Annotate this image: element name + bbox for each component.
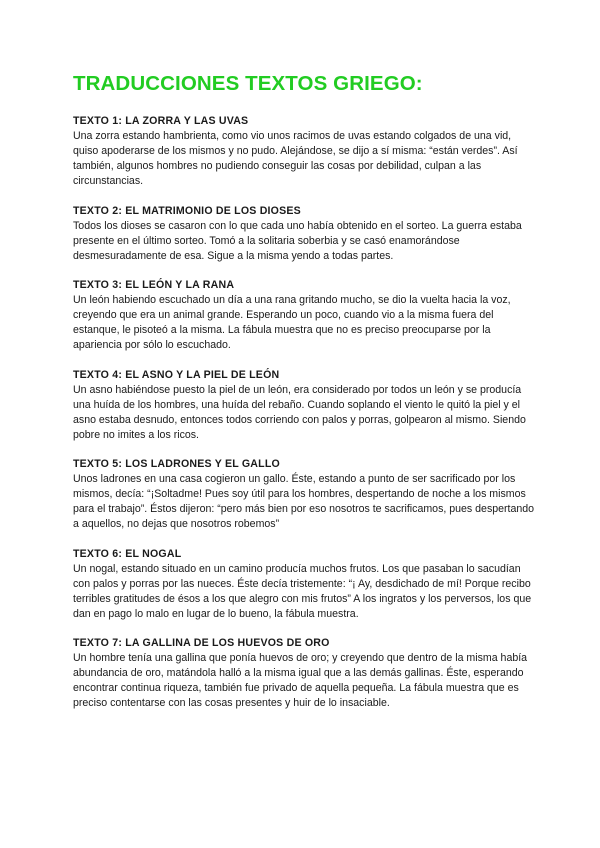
section-body: Un nogal, estando situado en un camino producía muchos frutos. Los que pasaban lo sacudían con palos y porras por las nueces. Éste decía tristemente: “¡ Ay, desdichado de mí! Porque recibo terribles gratitudes de ésos a los que alegro con mis frutos” A los ingratos y los perversos, los que dan en pago lo malo en lugar de lo bueno, la fábula muestra. (73, 562, 532, 620)
section-body: Unos ladrones en una casa cogieron un gallo. Éste, estando a punto de ser sacrificado por los mismos, decía: “¡Soltadme! Pues soy útil para los hombres, despertando de noche a los mismos para el trabajo”. Éstos dijeron: “pero más bien por eso nosotros te sacrificamos, pues despertando a aquellos, no dejas que nosotros robemos” (73, 473, 535, 530)
section-text-4 (73, 368, 539, 443)
section-text-5 (73, 457, 539, 532)
section-heading: TEXTO 2: EL MATRIMONIO DE LOS DIOSES (73, 204, 301, 217)
section-text-1 (73, 114, 539, 189)
section-heading: TEXTO 7: LA GALLINA DE LOS HUEVOS DE ORO (73, 637, 330, 649)
section-heading: TEXTO 1: LA ZORRA Y LAS UVAS (73, 115, 249, 127)
section-body: Todos los dioses se casaron con lo que cada uno había obtenido en el sorteo. La guerra estaba presente en el último sorteo. Tomó a la solitaria soberbia y se casó enamorándose desmesuradamente de esa. Sigue a la misma yendo a todas partes. (73, 219, 522, 262)
section-body: Un león habiendo escuchado un día a una rana gritando mucho, se dio la vuelta hacia la voz, creyendo que era un animal grande. Esperando un poco, cuando vio a la misma fuera del estanque, le pisoteó a la misma. La fábula muestra que no es preciso preocuparse por la apariencia por sólo lo escuchado. (73, 294, 511, 351)
section-text-6 (73, 547, 539, 622)
document-page (73, 72, 539, 726)
section-text-7 (73, 636, 539, 711)
section-body: Un hombre tenía una gallina que ponía huevos de oro; y creyendo que dentro de la misma había abundancia de oro, matándola halló a la misma igual que a las demás gallinas. Éste, esperando encontrar continua riqueza, también fue privado de aquella pequeña. La fábula muestra que es preciso contentarse con las cosas presentes y huir de lo insaciable. (73, 652, 528, 709)
document-title: TRADUCCIONES TEXTOS GRIEGO: (73, 72, 423, 95)
section-heading: TEXTO 3: EL LEÓN Y LA RANA (73, 279, 235, 291)
section-heading: TEXTO 6: EL NOGAL (73, 547, 182, 560)
section-text-2 (73, 204, 539, 264)
section-body: Un asno habiéndose puesto la piel de un león, era considerado por todos un león y se producía una huída de los hombres, una huída del rebaño. Cuando soplando el viento le quitó la piel y el asno estaba desnudo, entonces todos corriendo con palos y porras, golpearon al mismo. Siendo pobre no imites a los ricos. (73, 383, 526, 441)
section-text-3 (73, 278, 539, 353)
section-heading: TEXTO 5: LOS LADRONES Y EL GALLO (73, 458, 280, 470)
section-heading: TEXTO 4: EL ASNO Y LA PIEL DE LEÓN (73, 368, 280, 381)
section-body: Una zorra estando hambrienta, como vio unos racimos de uvas estando colgados de una vid, quiso apoderarse de los mismos y no pudo. Alejándose, se dijo a sí misma: “están verdes”. Así también, algunos hombres no pudiendo conseguir las cosas por debilidad, culpan a las circunstancias. (73, 130, 518, 187)
